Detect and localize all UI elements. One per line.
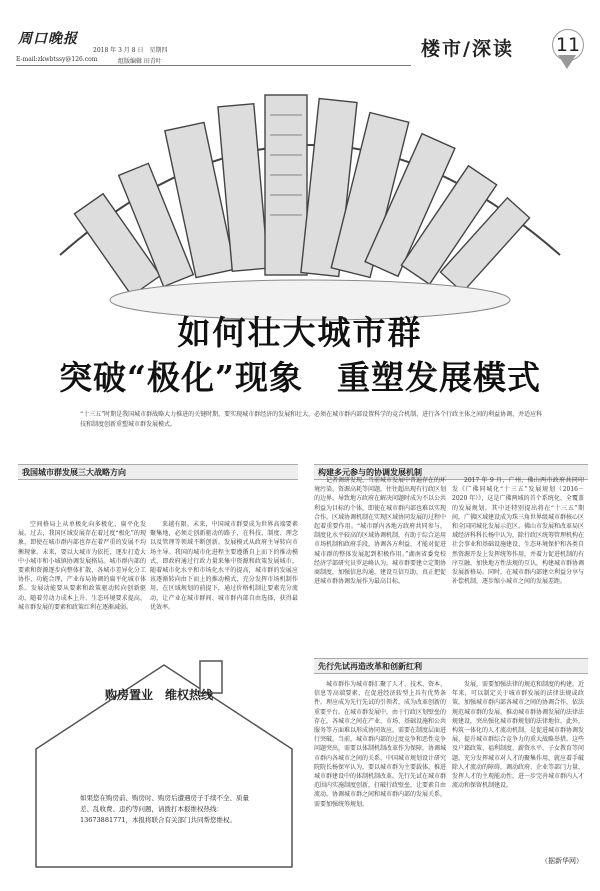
section-1-heading: 我国城市群发展三大战略方向 (18, 464, 298, 480)
city-skyline-illustration (40, 75, 580, 335)
column-3 (314, 476, 446, 648)
editor-credit: 组版编辑 田青叶 (118, 58, 162, 65)
column-2-text: 来越有限。未来，中国城市群要成为世界高端要素聚集地，必须走创新驱动的路子，在科技、制度、理念以及管理等领域不断创新。发展模式从政府主导转向市场主导。我国的城市化进程主要遵循自上而下的推动模式，即政府通过行政力量来集中资源和政策发展城市，随着城市化水平和市场化水平的提高，城市群的发展应该逐渐转向由下而上的推动模式，充分发挥市场机制作用，在区域规划的前提下，通过价格机制让要素充分流动，让产业在城市群间、城市群内部自由选择，获得最优效率。 (150, 521, 298, 611)
column-4 (452, 476, 584, 648)
column-4-text: 2017 年 9 月，广州、佛山两市政府共同印发《广佛同城化“十三五”发展规划（2016－2020 年）》，这是广佛两城的首个系统化、全覆盖的发展规划，其中还特别提出将在“十三五”期间，广佛区域建设成为珠三角世界级城市群核心区和全国同城化发展示范区。佛山市发展和改革局区域经济科科长杨中认为，除行政区统筹管理机构在社会事业和基础设施建设、生态环境保护和各类自然资源开发上发挥统筹作用，并着力促进机制的有序互融，加快地方性法规的互认，构建城市群协调发展新格局。同时，在城市群内部建立利益分享与补偿机制，逐步缩小城市之间的发展差距。 (452, 477, 584, 586)
hotline-title: 购房置业 维权热线 (105, 688, 214, 702)
section-2-heading: 构建多元参与的协调发展机制 (314, 464, 588, 480)
masthead (0, 0, 600, 70)
section-3-heading: 先行先试再造改革和创新红利 (314, 658, 588, 674)
column-5-text: 城市群作为城市群汇聚了人才、技术、资本、信息等高端要素，在促进经济转型上具有优势条件。理应成为先行先试的引领者，成为改革创新的重要平台。在城市群发展中，由于行政区划壁垒的存在，各城市之间在产业、市场、基础设施和公共服务等方面难以形成协同效应，需要在制度层面进行突破。当前，城市群内部的过度竞争和恶性竞争问题突出，需要以体制机制改革作为保障，协调城市群内各城市之间的关系。中国城市规划设计研究院院长杨保军认为，要以城市群为主要载体，推进城市群建设中的体制机制改革。先行先试在城市群范围内实施制度创新，打破行政壁垒，让要素自由流动。协调城市群之间和城市群内部的发展关系，需要加强统筹规划。 (314, 681, 446, 808)
issue-date: 2018 年 3 月 8 日 星期四 (93, 47, 168, 54)
column-5 (314, 680, 446, 860)
hotline-text: 如果您在购房前、购房时、购房后遭遇房子手续不全、质量差、乱收费、违约等问题，请拨打本报维权热线：13673881771，本报将联合有关部门共同帮您维权。 (80, 794, 249, 824)
contact-email[interactable]: E-mail:zkwbtssy@126.com (16, 56, 98, 63)
column-6-text: 发展，需要加强法律的规范和制度的构建。近年来，可以制定关于城市群发展的法律法规或政策，加强城市群内部各城市之间的协调合作，依法规范城市群的发展。推动城市群协调发展的法律法规建设，突出强化城市群规划的法律地位。此外，构筑一体化的人才流动机制，是促进城市群协调发展、提升城市群综合竞争力的重大战略举措。这些及户籍政策、福利制度、薪资水平、子女教育等问题。充分发挥城市对人才的聚集作用，就应着手破除人才流动的障碍，调动政府、企业等部门力量，发挥人才的主观能动性，进一步完善城市群内人才流动和保留机制建设。 (452, 681, 584, 790)
page-pin-icon (558, 55, 576, 69)
masthead-rule (16, 65, 411, 66)
source-credit: （据新华网） (541, 857, 583, 865)
newspaper-logo: 周口晚报 (18, 31, 78, 47)
headline-line-1: 如何壮大城市群 (177, 313, 423, 352)
column-1-text: 空间格局上从单极化向多极化、扁平化发展。过去，我国区域发展存在着过度“极化”的现象，即使在城市群内部也存在着严重的发展不均衡现象。未来，要以大城市为依托，逐步打造大中小城市和小城镇协调发展格局。城市群内部的要素和资源逐步向整体扩散，各城市差异化分工协作、功能合理，产业布局协调的扁平化城市体系。发展动能要从要素和政策驱动转向创新驱动，随着劳动力成本上升、生态环境要求提高，城市群发展的要素和政策红利在逐渐减弱。 (18, 521, 146, 611)
column-3-text: 记者调研发现，当前城市发展中普遍存在的环境污染、资源高耗等问题，往往超出现有行政区划的边界，导致地方政府在解决问题时成为不以公共利益为目标的个体，即使在城市群内部也难以实现合作。区域协调机制在实现区域协同发展的过程中起着重要作用。“城市群内各地方政府共同参与，制度化水平较高的区域协调机制，有助于综合运用市场机制和政府手段，协调各方利益，才能对促进城市群的整体发展起到积极作用。”湖南省委党校经济学部研究员罗运峰认为，城市群要建立定期协商制度，加强信息沟通，建设互信互助，真正把促进城市群协调发展作为最高目标。 (314, 477, 446, 586)
headline-line-2: 突破“极化”现象 重塑发展模式 (59, 358, 541, 397)
section-title: 楼市/深读 (421, 38, 514, 60)
column-6 (452, 680, 584, 852)
article-summary: “十三五”时期是我国城市群战略大力推进的关键时期，要实现城市群经济的发展和壮大，必须在城市群内部设置科学的竞合机制，进行各个行政主体之间的利益协调，并适应科技和制度创新重塑城市群发展模式。 (80, 411, 543, 428)
page-number-badge: 11 (552, 29, 584, 61)
column-2 (150, 520, 298, 640)
column-1 (18, 520, 146, 640)
